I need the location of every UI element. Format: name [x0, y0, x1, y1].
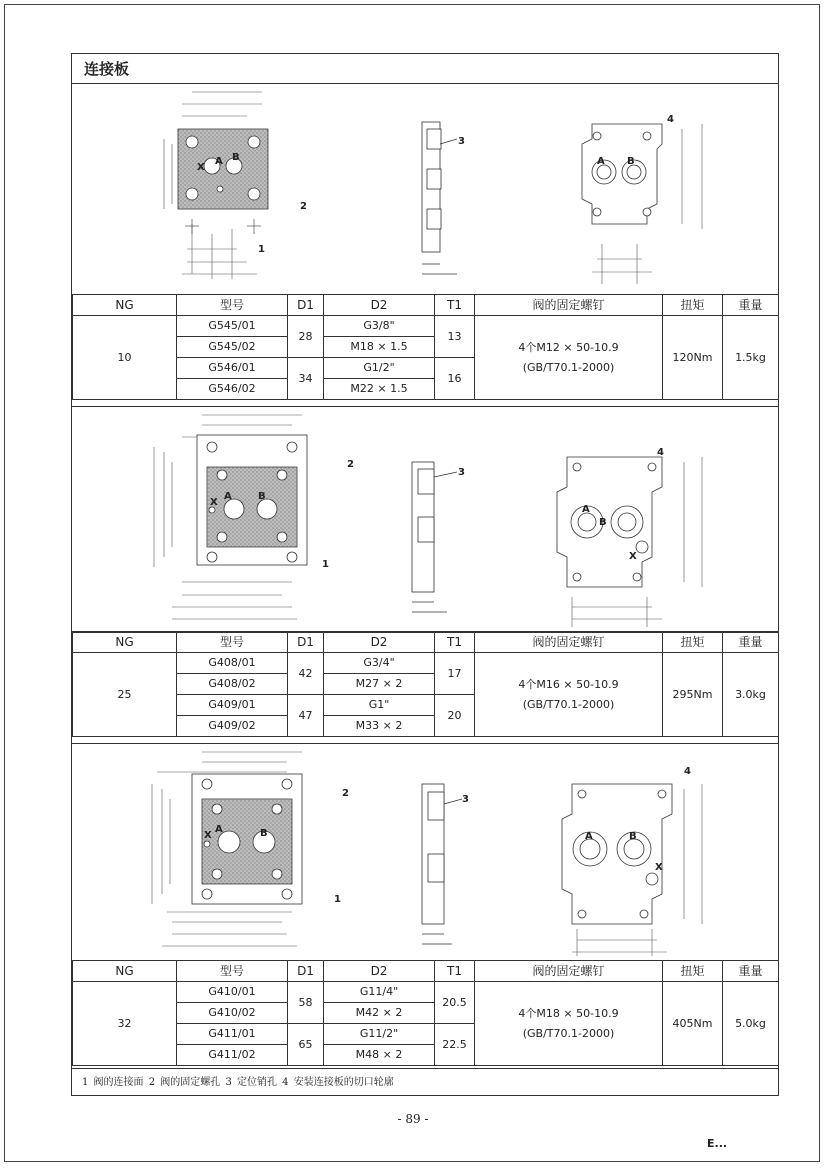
screw-line2: (GB/T70.1-2000): [522, 360, 615, 374]
screw-cell: [475, 982, 663, 1066]
model-cell: G546/02: [177, 379, 288, 400]
label-b: B: [260, 828, 268, 839]
header-torque: 扭矩: [663, 295, 723, 316]
ng-value: 25: [73, 653, 177, 737]
d2-cell: M22 × 1.5: [324, 379, 435, 400]
d2-cell: M18 × 1.5: [324, 337, 435, 358]
screw-line1: 4个M18 × 50-10.9: [518, 1006, 619, 1020]
header-d1: D1: [288, 632, 324, 653]
page-title: 连接板: [72, 54, 778, 84]
callout-4: 4: [667, 114, 674, 125]
screw-cell: [475, 316, 663, 400]
model-cell: G408/02: [177, 674, 288, 695]
header-screw: 阀的固定螺钉: [475, 961, 663, 982]
label-b-right: B: [627, 156, 635, 167]
d1-cell: 65: [288, 1024, 324, 1066]
model-cell: G410/02: [177, 1003, 288, 1024]
header-d2: D2: [324, 961, 435, 982]
model-cell: G545/01: [177, 316, 288, 337]
header-d1: D1: [288, 961, 324, 982]
page-number: - 89 -: [397, 1112, 429, 1126]
d1-cell: 42: [288, 653, 324, 695]
model-cell: G546/01: [177, 358, 288, 379]
t1-cell: 17: [435, 653, 475, 695]
torque-cell: 405Nm: [663, 982, 723, 1066]
drawing-row-ng10: [72, 84, 778, 295]
callout-1: 1: [334, 894, 341, 905]
callout-3: 3: [458, 467, 465, 478]
footnote: 1 阀的连接面 2 阀的固定螺孔 3 定位销孔 4 安装连接板的切口轮廓: [72, 1068, 778, 1095]
label-a: A: [224, 491, 232, 502]
d2-cell: G11/2": [324, 1024, 435, 1045]
weight-cell: 3.0kg: [723, 653, 779, 737]
label-x: X: [197, 162, 205, 173]
ng-value: 10: [73, 316, 177, 400]
t1-cell: 20.5: [435, 982, 475, 1024]
header-torque: 扭矩: [663, 961, 723, 982]
header-weight: 重量: [723, 295, 779, 316]
d2-cell: G3/4": [324, 653, 435, 674]
header-d1: D1: [288, 295, 324, 316]
technical-drawing-ng10: [72, 84, 778, 294]
d2-cell: G1": [324, 695, 435, 716]
d2-cell: G11/4": [324, 982, 435, 1003]
header-ng: NG: [73, 295, 177, 316]
spec-table-ng25: [72, 631, 779, 737]
callout-4: 4: [657, 447, 664, 458]
label-a: A: [215, 824, 223, 835]
header-t1: T1: [435, 295, 475, 316]
header-weight: 重量: [723, 961, 779, 982]
d1-cell: 34: [288, 358, 324, 400]
label-a-right: A: [585, 831, 593, 842]
label-x-right: X: [655, 862, 663, 873]
d2-cell: M42 × 2: [324, 1003, 435, 1024]
screw-line1: 4个M16 × 50-10.9: [518, 677, 619, 691]
callout-1: 1: [322, 559, 329, 570]
model-cell: G411/01: [177, 1024, 288, 1045]
callout-1: 1: [258, 244, 265, 255]
callout-4: 4: [684, 766, 691, 777]
label-a: A: [215, 156, 223, 167]
torque-cell: 295Nm: [663, 653, 723, 737]
header-torque: 扭矩: [663, 632, 723, 653]
weight-cell: 1.5kg: [723, 316, 779, 400]
t1-cell: 20: [435, 695, 475, 737]
torque-cell: 120Nm: [663, 316, 723, 400]
label-b-right: B: [629, 831, 637, 842]
drawing-row-ng32: [72, 743, 778, 961]
header-d2: D2: [324, 295, 435, 316]
callout-2: 2: [347, 459, 354, 470]
model-cell: G408/01: [177, 653, 288, 674]
technical-drawing-ng25: [72, 407, 778, 632]
callout-2: 2: [300, 201, 307, 212]
label-b-right: B: [599, 517, 607, 528]
ng-value: 32: [73, 982, 177, 1066]
header-model: 型号: [177, 632, 288, 653]
drawing-row-ng25: [72, 406, 778, 633]
d2-cell: M48 × 2: [324, 1045, 435, 1066]
header-screw: 阀的固定螺钉: [475, 295, 663, 316]
header-t1: T1: [435, 961, 475, 982]
label-x: X: [204, 830, 212, 841]
screw-line2: (GB/T70.1-2000): [522, 697, 615, 711]
spec-table-ng32: [72, 960, 779, 1066]
d2-cell: M33 × 2: [324, 716, 435, 737]
model-cell: G409/01: [177, 695, 288, 716]
d2-cell: G3/8": [324, 316, 435, 337]
header-model: 型号: [177, 961, 288, 982]
screw-cell: [475, 653, 663, 737]
technical-drawing-ng32: [72, 744, 778, 960]
label-b: B: [258, 491, 266, 502]
d1-cell: 28: [288, 316, 324, 358]
label-b: B: [232, 152, 240, 163]
screw-line1: 4个M12 × 50-10.9: [518, 340, 619, 354]
header-weight: 重量: [723, 632, 779, 653]
d2-cell: M27 × 2: [324, 674, 435, 695]
d1-cell: 47: [288, 695, 324, 737]
d1-cell: 58: [288, 982, 324, 1024]
screw-line2: (GB/T70.1-2000): [522, 1026, 615, 1040]
datasheet: [71, 53, 779, 1096]
callout-3: 3: [462, 794, 469, 805]
model-cell: G545/02: [177, 337, 288, 358]
header-d2: D2: [324, 632, 435, 653]
header-t1: T1: [435, 632, 475, 653]
callout-2: 2: [342, 788, 349, 799]
d2-cell: G1/2": [324, 358, 435, 379]
model-cell: G410/01: [177, 982, 288, 1003]
header-ng: NG: [73, 632, 177, 653]
header-model: 型号: [177, 295, 288, 316]
callout-3: 3: [458, 136, 465, 147]
label-x: X: [210, 497, 218, 508]
model-cell: G409/02: [177, 716, 288, 737]
t1-cell: 22.5: [435, 1024, 475, 1066]
label-x-right: X: [629, 551, 637, 562]
header-screw: 阀的固定螺钉: [475, 632, 663, 653]
label-a-right: A: [597, 156, 605, 167]
model-cell: G411/02: [177, 1045, 288, 1066]
spec-table-ng10: [72, 294, 779, 400]
header-ng: NG: [73, 961, 177, 982]
t1-cell: 16: [435, 358, 475, 400]
weight-cell: 5.0kg: [723, 982, 779, 1066]
label-a-right: A: [582, 504, 590, 515]
t1-cell: 13: [435, 316, 475, 358]
brand-logo: E...: [707, 1137, 728, 1150]
